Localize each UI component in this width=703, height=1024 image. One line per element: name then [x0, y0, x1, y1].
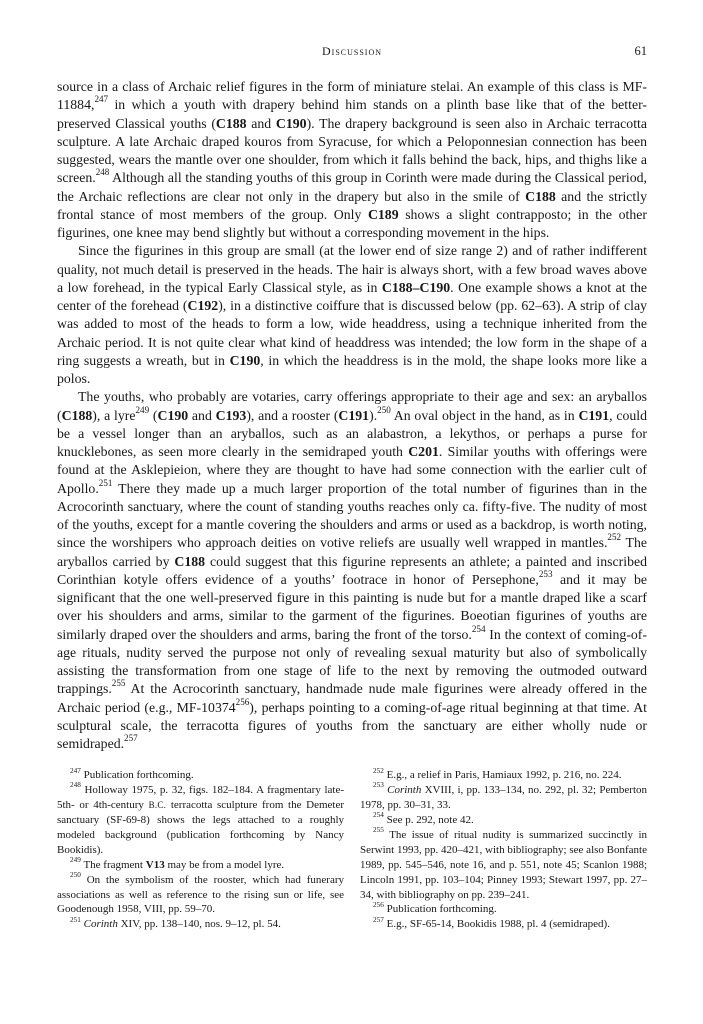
footnote-ref: 256 — [235, 696, 250, 707]
footnote-ref: 254 — [471, 623, 486, 634]
text-run: The issue of ritual nudity is summarized succinctly in Serwint 1993, pp. 420–421, with bibliography; see also Bonfante 1989, pp. 545–546, note 16, and p. 551, note 45; Scanlon 1988; Lincoln 1991, pp. 103–104; Pinney 1993; Stewart 1997, pp. 27–34, with bibliography on pp. 239–241. — [360, 828, 647, 901]
footnotes-left — [57, 768, 344, 932]
text-run: Although all the standing youths of this group in Corinth were made during the Classical period, the Archaic reflections are clear not only in the drapery but also in the smile of — [57, 170, 647, 204]
paragraph — [57, 242, 647, 388]
footnote — [360, 783, 647, 813]
running-head: Discussion — [321, 44, 382, 58]
catalog-number: V13 — [145, 858, 165, 871]
text-run: An oval object in the hand, as in — [390, 407, 579, 423]
footnote-number: 252 — [373, 766, 384, 775]
text-run: At the Acrocorinth sanctuary, handmade nude male figurines were already offered in the Archaic period (e.g., MF-10374 — [57, 681, 647, 715]
text-run: Holloway 1975, p. 32, figs. 182–184. A fragmentary late-5th- or 4th-century — [57, 784, 344, 812]
footnotes-section — [57, 768, 647, 932]
text-run: in which a youth with drapery behind him stands on a plinth base like that of the better-preserved Classical youths ( — [57, 97, 647, 131]
footnote — [360, 828, 647, 903]
catalog-number: C188 — [61, 407, 93, 423]
text-run: terracotta sculpture from the Demeter sanctuary (SF-69-8) shows the legs attached to a roughly modeled background (publication forthcoming by Nancy Bookidis). — [57, 799, 344, 856]
footnote-ref: 248 — [95, 167, 110, 178]
catalog-number: C193 — [215, 407, 247, 423]
text-run: . Similar youths with offerings were found at the Asklepieion, where they are thought to have had some connection with the earlier cult of Apollo. — [57, 444, 647, 496]
footnote-number: 256 — [373, 900, 384, 909]
footnote — [57, 783, 344, 858]
footnote-number: 257 — [373, 915, 384, 924]
footnote-number: 250 — [70, 870, 81, 879]
footnote-number: 255 — [373, 826, 384, 835]
footnote — [57, 768, 344, 783]
catalog-number: C188 — [215, 115, 247, 131]
footnote — [57, 855, 344, 873]
text-run: In the context of coming-of-age rituals, nudity served the purpose not only of revealing sexual maturity but also of symbolically assisting the transformation from one stage of life to the next by removing the outmoded outward trappings. — [57, 626, 648, 697]
text-run: Since the figurines in this group are small (at the lower end of size range 2) and of rather indifferent quality, not much detail is preserved in the heads. The hair is always short, with a few broad waves above a low forehead, in the typical Early Classical style, as in — [57, 243, 647, 295]
text-run: Corinth — [83, 918, 118, 931]
catalog-number: C190 — [157, 407, 189, 423]
catalog-number: C192 — [187, 298, 219, 313]
page-number: 61 — [634, 44, 647, 58]
footnote-number: 249 — [70, 855, 81, 864]
catalog-number: C201 — [408, 444, 439, 459]
text-run: source in a class of Archaic relief figures in the form of miniature stelai. An example of this class is MF-11884, — [57, 79, 647, 113]
catalog-number: C188 — [525, 188, 556, 204]
text-run: Publication forthcoming. — [83, 769, 194, 782]
text-run: Corinth — [387, 784, 422, 797]
text-run: See p. 292, note 42. — [386, 813, 474, 826]
footnote — [360, 917, 647, 932]
footnote-ref: 249 — [135, 404, 150, 415]
footnote-ref: 255 — [111, 678, 126, 689]
catalog-number: C190 — [275, 115, 307, 131]
catalog-number: C189 — [367, 206, 399, 222]
text-run: and the strictly frontal stance of most members of the group. Only — [57, 188, 647, 222]
text-run: ), a lyre — [92, 407, 136, 423]
footnote-number: 253 — [373, 781, 384, 790]
text-run: There they made up a much larger proportion of the total number of figurines than in the Acrocorinth sanctuary, where the count of standing youths reaches only ca. fifty-five. The nudity of most of the youths, except for a mantle covering the shoulders and arms or used as a backdrop, is worth noting, since the worshipers who approach deities on votive reliefs are usually well wrapped in mantles. — [57, 480, 647, 551]
text-run: and — [188, 407, 216, 423]
catalog-number: C188 — [174, 553, 206, 569]
text-run: may be from a model lyre. — [164, 858, 285, 871]
footnote — [57, 917, 344, 932]
footnote-ref: 257 — [124, 733, 138, 744]
footnote-number: 247 — [70, 766, 81, 775]
footnote-ref: 250 — [377, 404, 391, 415]
text-run: and it may be significant that the one well-preserved figure in this painting is nude but for a mantle draped like a scarf over his shoulders and arms, similar to the garment of the figurines. Boeotian figurines of youths are similarly draped over the shoulders and arms, baring the front of the torso. — [57, 571, 647, 642]
footnote-ref: 251 — [98, 477, 113, 488]
text-run: . One example shows a knot at the center of the forehead ( — [57, 279, 647, 313]
text-run: The fragment — [83, 858, 146, 871]
footnote — [57, 870, 345, 918]
footnote — [360, 813, 647, 828]
footnote — [360, 768, 647, 783]
paragraph — [57, 78, 647, 242]
text-run: E.g., a relief in Paris, Hamiaux 1992, p. 216, no. 224. — [386, 769, 622, 782]
footnote-number: 248 — [70, 781, 81, 790]
text-run: The youths, who probably are votaries, carry offerings appropriate to their age and sex: an aryballos ( — [57, 389, 647, 423]
footnote-number: 251 — [70, 915, 81, 924]
text-run: XIV, pp. 138–140, nos. 9–12, pl. 54. — [117, 918, 281, 931]
text-run: shows a slight contrapposto; in the other figurines, one knee may bend slightly but without a corresponding movement in the hips. — [57, 206, 647, 240]
text-run: ), perhaps pointing to a coming-of-age ritual beginning at that time. At sculptural scale, the terracotta figures of youths from the sanctuary are either wholly nude or semidraped. — [57, 699, 647, 751]
catalog-number: C191 — [578, 407, 610, 423]
footnotes-right — [360, 768, 647, 932]
body-paragraphs — [57, 78, 647, 753]
footnote-ref: 253 — [538, 568, 553, 579]
footnote-ref: 247 — [94, 94, 109, 105]
page-header — [57, 44, 647, 59]
text-run: XVIII, i, pp. 133–134, no. 292, pl. 32; Pemberton 1978, pp. 30–31, 33. — [360, 784, 648, 812]
text-run: , could be a vessel longer than an aryballos, such as an alabastron, a lekythos, or perhaps a purse for knucklebones, as seen more clearly in the semidraped youth — [57, 407, 647, 459]
text-run: E.g., SF-65-14, Bookidis 1988, pl. 4 (semidraped). — [386, 918, 610, 931]
text-run: The aryballos carried by — [57, 535, 647, 569]
catalog-number: C190 — [229, 352, 261, 368]
catalog-number: C191 — [338, 407, 370, 423]
text-run: B.C. — [148, 800, 167, 811]
text-run: ), and a rooster ( — [246, 407, 339, 423]
text-run: and — [246, 115, 276, 131]
text-run: On the symbolism of the rooster, which had funerary associations as well as reference to the rising sun or life, see Goodenough 1958, VIII, pp. 59–70. — [57, 873, 345, 916]
catalog-number: C188–C190 — [381, 279, 451, 295]
text-run: ). — [369, 407, 378, 423]
footnote-ref: 252 — [607, 532, 622, 543]
text-run: ( — [149, 407, 158, 423]
text-run: Publication forthcoming. — [386, 903, 497, 916]
text-run: ), in a distinctive coiffure that is discussed below (pp. 62–63). A strip of clay was added to most of the heads to form a low, wide headdress, using a technique inherited from the Archaic period. It is not quite clear what kind of headdress was intended; the low form in the shape of a ring suggests a wreath, but in — [57, 298, 647, 368]
text-run: ). The drapery background is seen also in Archaic terracotta sculpture. A late Archaic draped kouros from Syracuse, for which a Peloponnesian connection has been suggested, wears the mantle over one shoulder, from which it falls behind the back, hips, and thighs like a screen. — [57, 115, 647, 186]
paragraph — [57, 388, 647, 753]
text-run: could suggest that this figurine represents an athlete; a painted and inscribed Corinthian kotyle offers evidence of a youths’ footrace in honor of Persephone, — [57, 553, 647, 587]
text-run: , in which the headdress is in the mold, the shape looks more like a polos. — [57, 352, 647, 386]
footnote-number: 254 — [373, 811, 384, 820]
footnote — [360, 902, 647, 917]
